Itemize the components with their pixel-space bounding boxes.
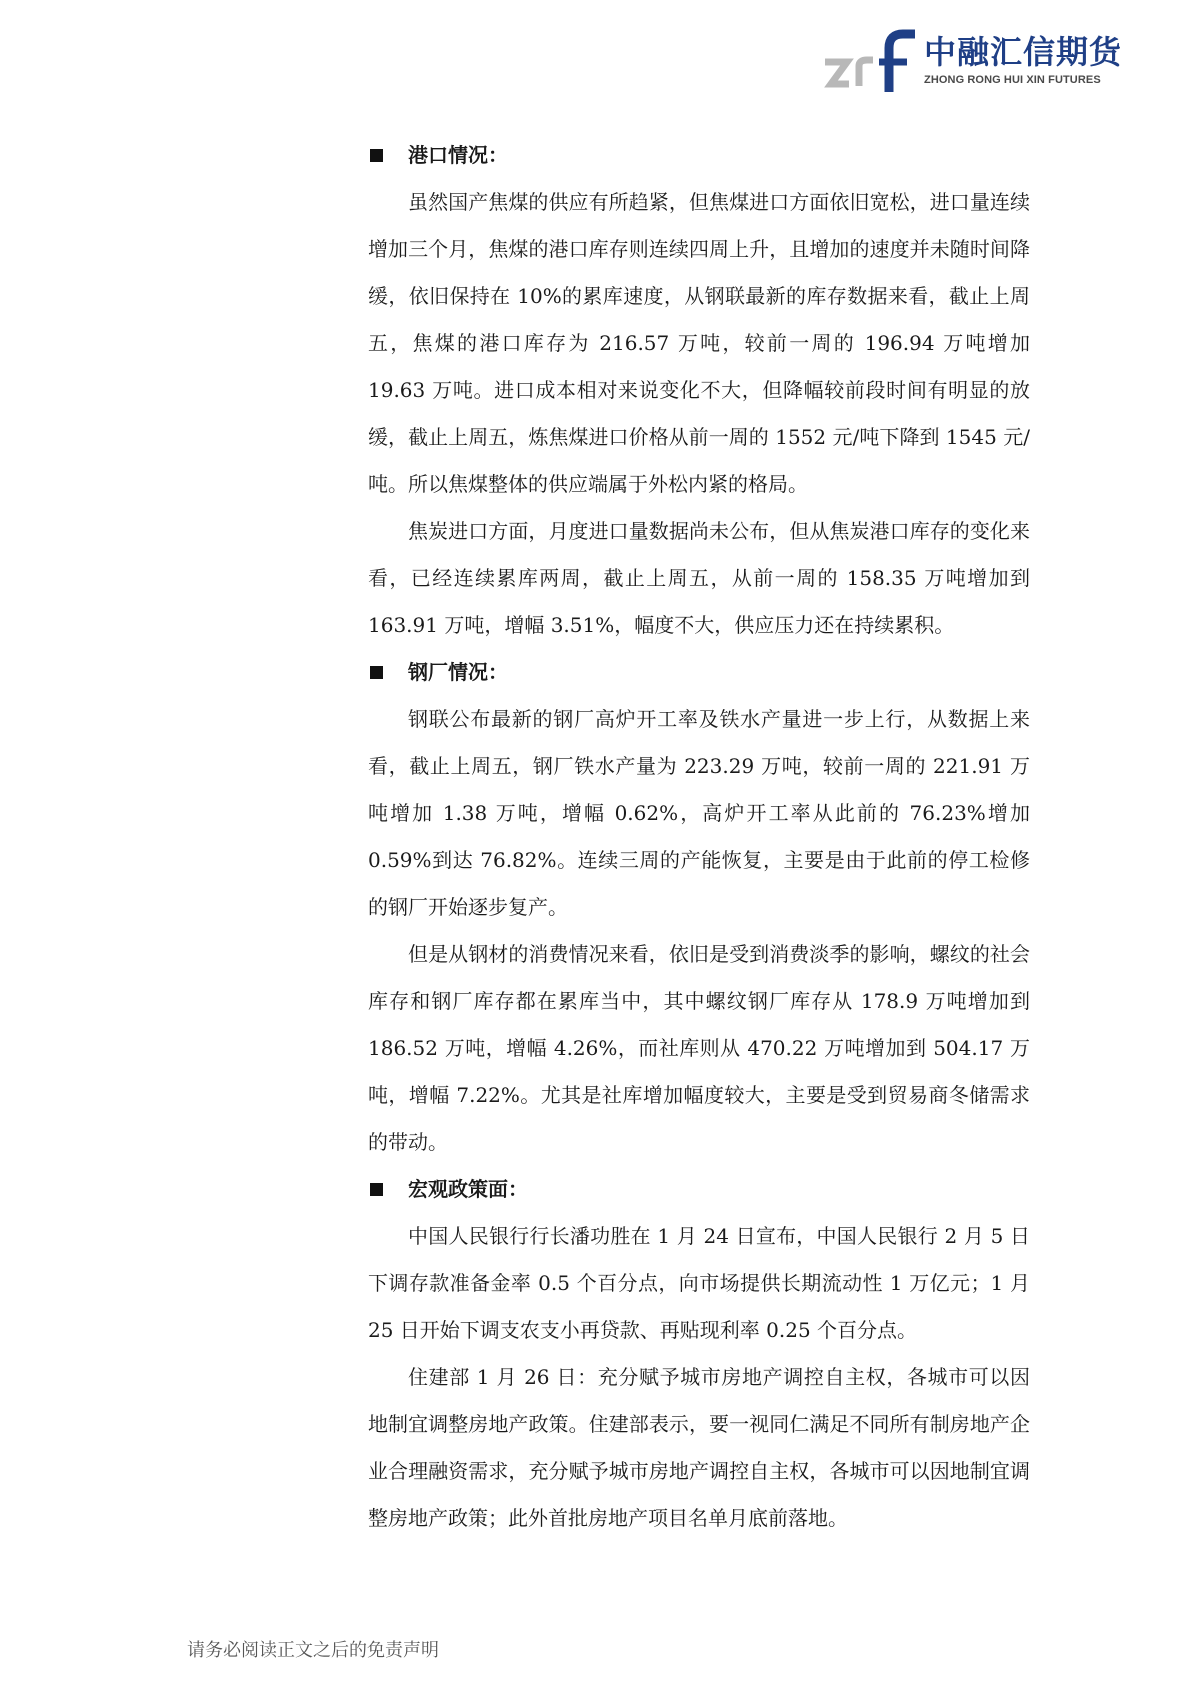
report-body (368, 132, 1030, 1542)
paragraph: 中国人民银行行长潘功胜在 1 月 24 日宣布，中国人民银行 2 月 5 日下调存款准备金率 0.5 个百分点，向市场提供长期流动性 1 万亿元；1 月 25 日开始下调支农支小再贷款、再贴现利率 0.25 个百分点。 (368, 1224, 1030, 1342)
section-heading-text: 钢厂情况： (408, 660, 508, 684)
zrf-logo-mark-icon (823, 28, 919, 92)
paragraph: 焦炭进口方面，月度进口量数据尚未公布，但从焦炭港口库存的变化来看，已经连续累库两周，截止上周五，从前一周的 158.35 万吨增加到 163.91 万吨，增幅 3.51%，幅度不大，供应压力还在持续累积。 (368, 519, 1030, 637)
disclaimer-footer: 请务必阅读正文之后的免责声明 (187, 1640, 439, 1661)
logo-chinese-name: 中融汇信期货 (924, 33, 1123, 71)
paragraph: 住建部 1 月 26 日：充分赋予城市房地产调控自主权，各城市可以因地制宜调整房地产政策。住建部表示，要一视同仁满足不同所有制房地产企业合理融资需求，充分赋予城市房地产调控自主权，各城市可以因地制宜调整房地产政策；此外首批房地产项目名单月底前落地。 (368, 1365, 1030, 1530)
section-heading-text: 宏观政策面： (408, 1177, 528, 1201)
square-bullet-icon (370, 666, 383, 679)
logo-english-name: ZHONG RONG HUI XIN FUTURES (924, 74, 1101, 86)
section-heading-macro-policy (368, 1166, 1030, 1213)
paragraph: 钢联公布最新的钢厂高炉开工率及铁水产量进一步上行，从数据上来看，截止上周五，钢厂铁水产量为 223.29 万吨，较前一周的 221.91 万吨增加 1.38 万吨，增幅 0.62%，高炉开工率从此前的 76.23%增加 0.59%到达 76.82%。连续三周的产能恢复，主要是由于此前的停工检修的钢厂开始逐步复产。 (368, 707, 1030, 919)
section-heading-steel-mills (368, 649, 1030, 696)
company-logo (823, 24, 1123, 94)
section-heading-port (368, 132, 1030, 179)
square-bullet-icon (370, 149, 383, 162)
paragraph: 但是从钢材的消费情况来看，依旧是受到消费淡季的影响，螺纹的社会库存和钢厂库存都在累库当中，其中螺纹钢厂库存从 178.9 万吨增加到 186.52 万吨，增幅 4.26%，而社库则从 470.22 万吨增加到 504.17 万吨，增幅 7.22%。尤其是社库增加幅度较大，主要是受到贸易商冬储需求的带动。 (368, 942, 1030, 1154)
section-heading-text: 港口情况： (408, 143, 508, 167)
paragraph: 虽然国产焦煤的供应有所趋紧，但焦煤进口方面依旧宽松，进口量连续增加三个月，焦煤的港口库存则连续四周上升，且增加的速度并未随时间降缓，依旧保持在 10%的累库速度，从钢联最新的库存数据来看，截止上周五，焦煤的港口库存为 216.57 万吨，较前一周的 196.94 万吨增加 19.63 万吨。进口成本相对来说变化不大，但降幅较前段时间有明显的放缓，截止上周五，炼焦煤进口价格从前一周的 1552 元/吨下降到 1545 元/吨。所以焦煤整体的供应端属于外松内紧的格局。 (368, 190, 1030, 496)
square-bullet-icon (370, 1183, 383, 1196)
